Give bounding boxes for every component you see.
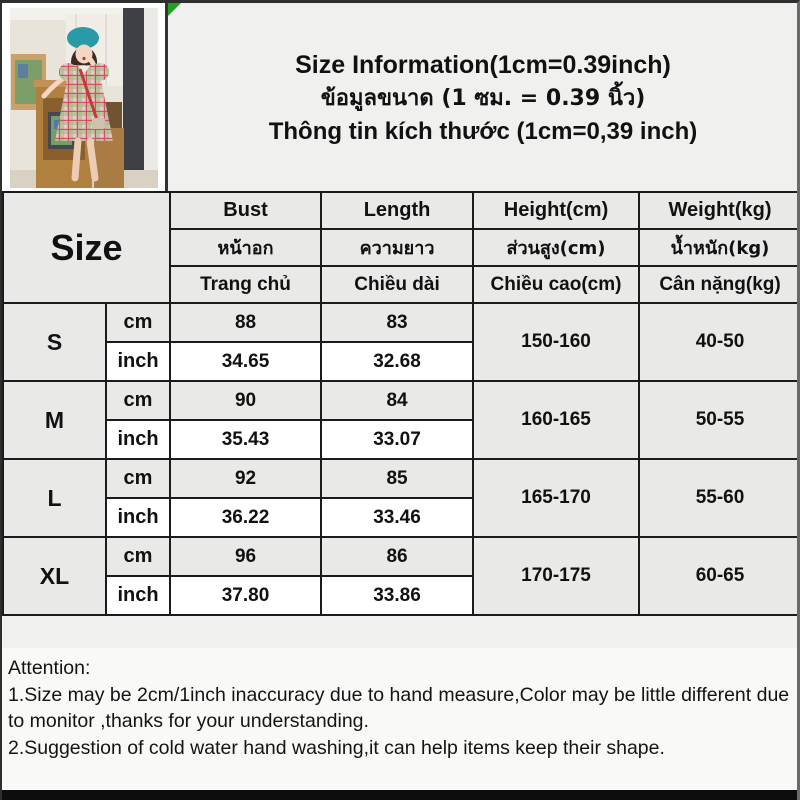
col-height-vi: Chiều cao(cm) (473, 266, 639, 303)
s-height: 150-160 (473, 303, 639, 381)
unit-inch: inch (106, 342, 170, 381)
title-english: Size Information(1cm=0.39inch) (295, 51, 671, 79)
page-title (168, 3, 798, 191)
unit-cm: cm (106, 537, 170, 576)
xl-bust-inch: 37.80 (170, 576, 321, 615)
col-height-en: Height(cm) (473, 192, 639, 229)
col-weight-vi: Cân nặng(kg) (639, 266, 800, 303)
m-length-inch: 33.07 (321, 420, 473, 459)
bottom-border-bar (2, 790, 798, 800)
size-table (2, 191, 800, 616)
unit-inch: inch (106, 420, 170, 459)
table-row-s-cm (3, 303, 800, 342)
m-height: 160-165 (473, 381, 639, 459)
col-height-th: ส่วนสูง(cm) (473, 229, 639, 266)
xl-height: 170-175 (473, 537, 639, 615)
m-bust-cm: 90 (170, 381, 321, 420)
m-weight: 50-55 (639, 381, 800, 459)
unit-cm: cm (106, 381, 170, 420)
size-m: M (3, 381, 106, 459)
col-length-vi: Chiều dài (321, 266, 473, 303)
header-section (2, 3, 798, 191)
table-row-xl-cm (3, 537, 800, 576)
s-length-cm: 83 (321, 303, 473, 342)
table-row-m-cm (3, 381, 800, 420)
s-length-inch: 32.68 (321, 342, 473, 381)
attention-line-2: 2.Suggestion of cold water hand washing,it can help items keep their shape. (8, 736, 665, 759)
size-s: S (3, 303, 106, 381)
xl-bust-cm: 96 (170, 537, 321, 576)
xl-weight: 60-65 (639, 537, 800, 615)
attention-notes (2, 648, 798, 790)
attention-title: Attention: (8, 657, 91, 679)
size-xl: XL (3, 537, 106, 615)
s-bust-inch: 34.65 (170, 342, 321, 381)
col-bust-th: หน้าอก (170, 229, 321, 266)
l-length-cm: 85 (321, 459, 473, 498)
col-weight-en: Weight(kg) (639, 192, 800, 229)
l-length-inch: 33.46 (321, 498, 473, 537)
col-bust-en: Bust (170, 192, 321, 229)
l-bust-cm: 92 (170, 459, 321, 498)
table-row-l-cm (3, 459, 800, 498)
m-bust-inch: 35.43 (170, 420, 321, 459)
size-l: L (3, 459, 106, 537)
unit-inch: inch (106, 576, 170, 615)
product-photo (2, 3, 165, 191)
col-length-en: Length (321, 192, 473, 229)
col-bust-vi: Trang chủ (170, 266, 321, 303)
s-weight: 40-50 (639, 303, 800, 381)
l-bust-inch: 36.22 (170, 498, 321, 537)
unit-cm: cm (106, 459, 170, 498)
l-weight: 55-60 (639, 459, 800, 537)
m-length-cm: 84 (321, 381, 473, 420)
title-thai: ข้อมูลขนาด (1 ซม. = 0.39 นิ้ว) (320, 86, 646, 111)
xl-length-inch: 33.86 (321, 576, 473, 615)
model-photo-illustration (10, 8, 158, 188)
s-bust-cm: 88 (170, 303, 321, 342)
col-length-th: ความยาว (321, 229, 473, 266)
title-vietnamese: Thông tin kích thước (1cm=0,39 inch) (268, 118, 698, 145)
size-header: Size (3, 192, 170, 303)
unit-cm: cm (106, 303, 170, 342)
attention-line-1: 1.Size may be 2cm/1inch inaccuracy due to hand measure,Color may be little different due to monitor ,thanks for your understanding. (8, 683, 790, 732)
l-height: 165-170 (473, 459, 639, 537)
xl-length-cm: 86 (321, 537, 473, 576)
unit-inch: inch (106, 498, 170, 537)
col-weight-th: น้ำหนัก(kg) (639, 229, 800, 266)
